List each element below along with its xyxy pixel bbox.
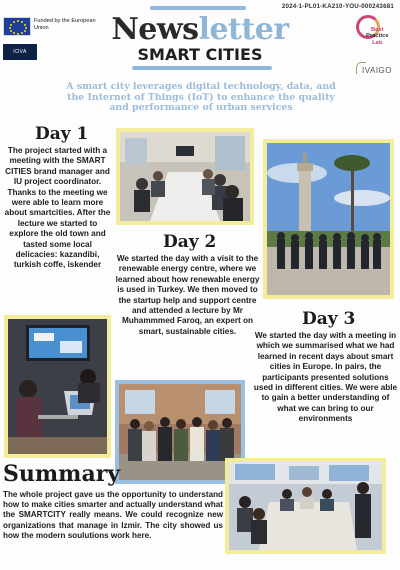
newsletter-subtitle: SMART CITIES <box>137 45 263 64</box>
day2-text: We started the day with a visit to the renewable energy centre, where we learned about how renewable energy is used in Turkey. We then moved to the startup help and support centre and attended a lecture by Mr Muhammmed Faroq, an expert on smart, sustainable cities. <box>115 254 260 336</box>
day1-text: The project started with a meeting with the SMART CITIES brand manager and IU project coordinator. Thanks to the meeting we were able to learn more about smartcities. After the lecture we started to explore the old town and tasted some local delicacies: kazandibi, turkish coffe, iskender <box>4 146 111 270</box>
eu-funding-text: Funded by the European Union <box>34 18 96 31</box>
ivaigo-logo <box>362 66 392 75</box>
iova-logo: IOVA <box>3 44 37 60</box>
ivaigo-label: IVAIGO <box>362 66 392 75</box>
leaf-icon <box>356 62 366 74</box>
classroom-presentation-photo <box>225 458 386 554</box>
logo-label-lab: Lab <box>372 39 383 46</box>
logo-label-practice: Practice <box>366 33 389 40</box>
meeting-room-photo <box>116 128 254 225</box>
best-practice-lab-logo <box>352 13 394 55</box>
day2-heading: Day 2 <box>163 232 217 252</box>
intro-statement: A smart city leverages digital technology, data, and the Internet of Things (IoT) to enhance the quality and performance of urban services <box>66 81 336 114</box>
title-part-news: News <box>111 12 199 47</box>
day1-heading: Day 1 <box>35 124 89 144</box>
eu-flag-logo <box>3 17 31 36</box>
city-square-photo <box>263 139 394 299</box>
decorative-bar <box>132 66 272 70</box>
summary-heading: Summary <box>3 461 121 487</box>
project-code: 2024-1-PL01-KA210-YOU-000243681 <box>281 3 394 10</box>
decorative-bar <box>150 6 246 10</box>
title-part-letter: letter <box>198 12 289 47</box>
logo-label-best: Best <box>370 27 384 33</box>
day3-text: We started the day with a meeting in which we summarised what we had learned in recent days about smart cities in Europe. In pairs, the participants presented solutions used in different cities. We were able to gain a better understanding of what we can bring to our environments <box>253 331 398 424</box>
summary-text: The whole project gave us the opportunity to understand how to make cities smarter and actually understand what the SMARTCITY really means. We could recognize new organizations that manage in Izmir. The city showed us how the modern soulutions work here. <box>3 490 223 540</box>
day3-heading: Day 3 <box>302 309 356 329</box>
laptop-workshop-photo <box>4 315 111 458</box>
newsletter-title <box>103 14 297 46</box>
